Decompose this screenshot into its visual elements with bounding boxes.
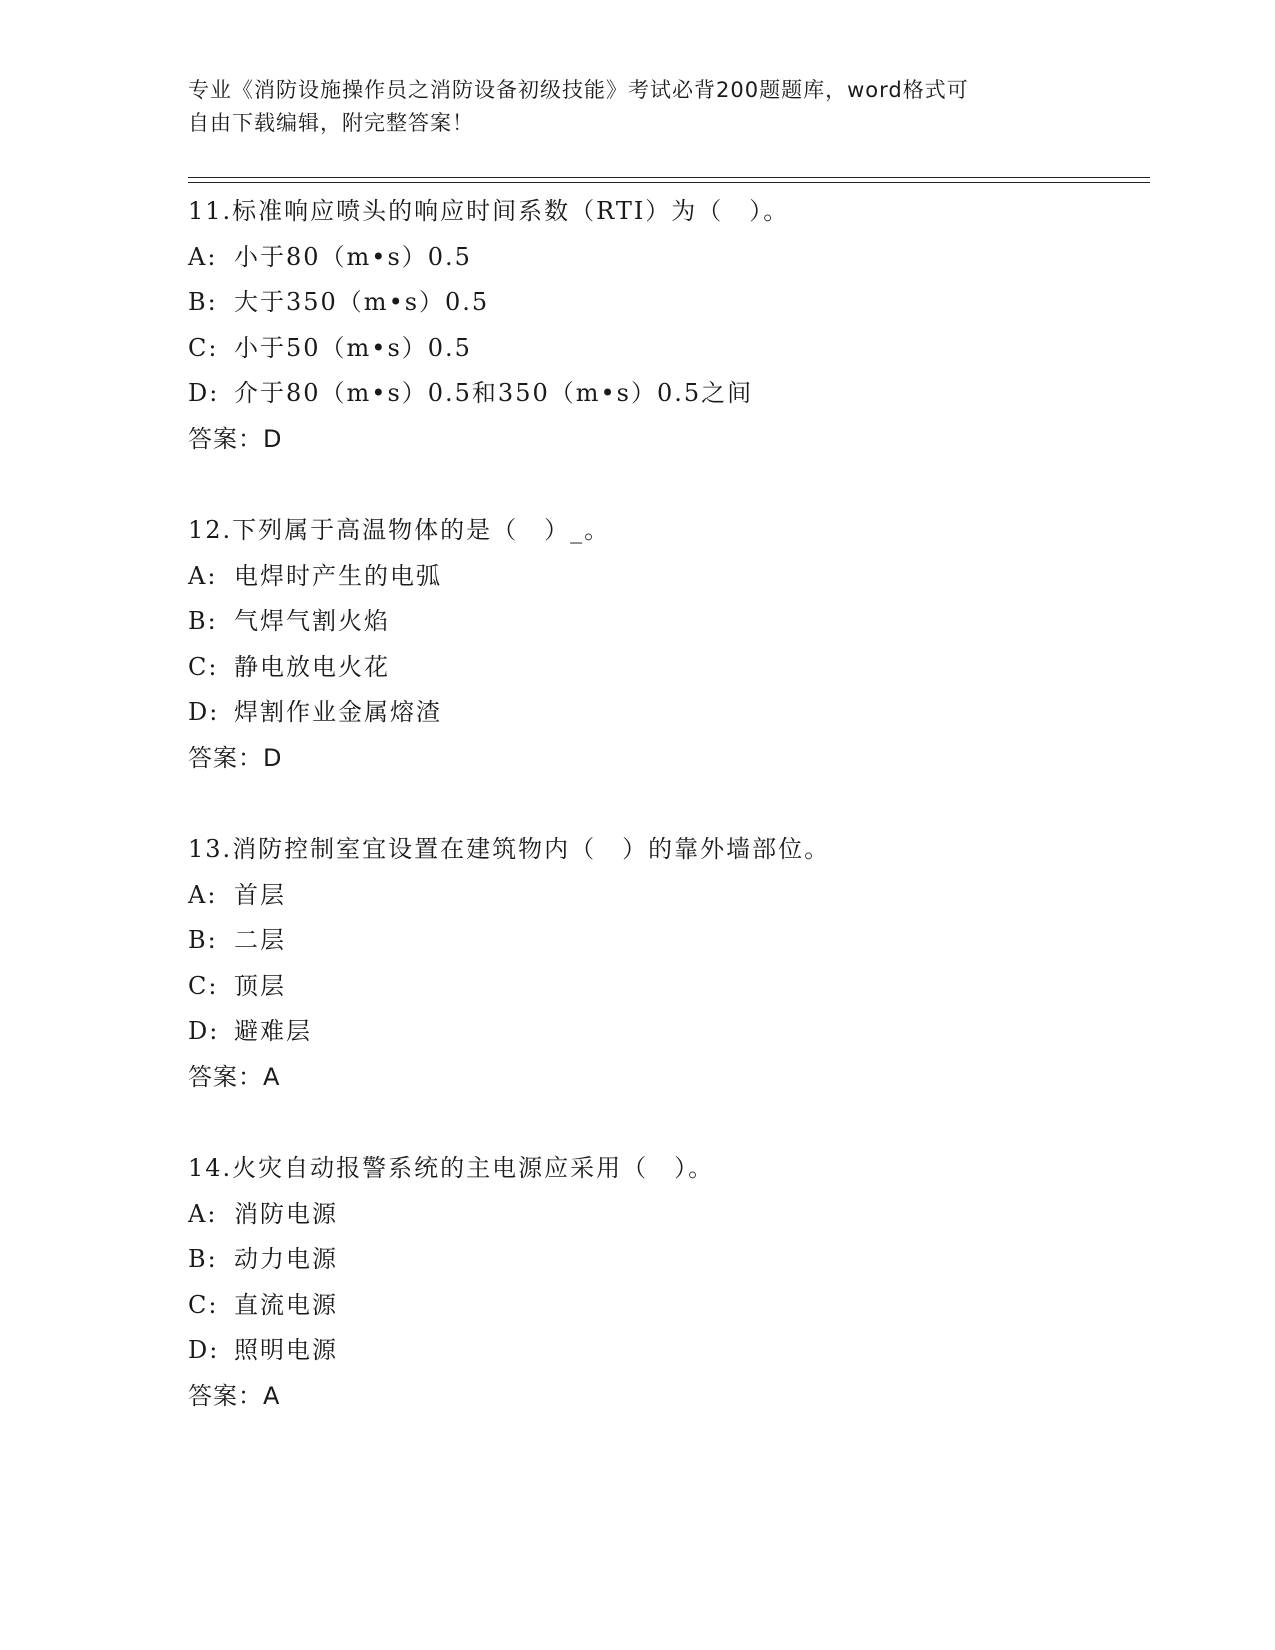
option-letter: B: bbox=[188, 607, 218, 636]
answer-line: 答案：A bbox=[188, 1381, 281, 1410]
option-c bbox=[188, 1283, 1128, 1329]
option-letter: B: bbox=[188, 1245, 218, 1274]
option-letter: D: bbox=[188, 1017, 220, 1046]
option-c bbox=[188, 964, 1128, 1010]
option-text: 照明电源 bbox=[234, 1336, 338, 1365]
option-b bbox=[188, 918, 1128, 964]
option-text: 介于80（m•s）0.5和350（m•s）0.5之间 bbox=[234, 379, 754, 408]
option-a bbox=[188, 235, 1128, 281]
header-line-1: 专业《消防设施操作员之消防设备初级技能》考试必背200题题库，word格式可 bbox=[188, 78, 969, 102]
option-letter: D: bbox=[188, 698, 220, 727]
option-letter: A: bbox=[188, 1199, 218, 1228]
question-stem: 13.消防控制室宜设置在建筑物内（ ）的靠外墙部位。 bbox=[188, 835, 831, 863]
option-text: 气焊气割火焰 bbox=[234, 607, 390, 636]
option-c bbox=[188, 326, 1128, 372]
option-d bbox=[188, 690, 1128, 736]
question-stem: 11.标准响应喷头的响应时间系数（RTI）为（ ）。 bbox=[188, 197, 790, 225]
answer-line: 答案：D bbox=[188, 743, 283, 772]
header-divider-bottom bbox=[188, 182, 1150, 183]
option-text: 消防电源 bbox=[234, 1199, 338, 1228]
option-b bbox=[188, 1237, 1128, 1283]
option-letter: C: bbox=[188, 1290, 219, 1319]
option-c bbox=[188, 645, 1128, 691]
question-block bbox=[188, 827, 1128, 1101]
option-letter: C: bbox=[188, 971, 219, 1000]
document-header bbox=[188, 74, 1088, 140]
option-text: 避难层 bbox=[234, 1017, 312, 1046]
option-letter: B: bbox=[188, 288, 218, 317]
option-letter: C: bbox=[188, 333, 219, 362]
option-d bbox=[188, 371, 1128, 417]
question-block bbox=[188, 189, 1128, 463]
option-letter: A: bbox=[188, 880, 218, 909]
option-text: 电焊时产生的电弧 bbox=[234, 561, 442, 590]
option-letter: D: bbox=[188, 1336, 220, 1365]
answer-line: 答案：D bbox=[188, 424, 283, 453]
question-block bbox=[188, 1146, 1128, 1420]
header-divider-top bbox=[188, 177, 1150, 178]
option-text: 动力电源 bbox=[234, 1245, 338, 1274]
header-line-2: 自由下载编辑，附完整答案！ bbox=[188, 111, 474, 135]
question-block bbox=[188, 508, 1128, 782]
answer-line: 答案：A bbox=[188, 1062, 281, 1091]
option-letter: D: bbox=[188, 379, 220, 408]
option-b bbox=[188, 280, 1128, 326]
option-text: 直流电源 bbox=[234, 1290, 338, 1319]
option-letter: A: bbox=[188, 561, 218, 590]
option-text: 小于80（m•s）0.5 bbox=[234, 242, 472, 271]
option-text: 二层 bbox=[234, 926, 286, 955]
option-letter: B: bbox=[188, 926, 218, 955]
question-stem: 12.下列属于高温物体的是（ ）_。 bbox=[188, 516, 611, 544]
option-a bbox=[188, 554, 1128, 600]
option-text: 焊割作业金属熔渣 bbox=[234, 698, 442, 727]
option-letter: C: bbox=[188, 652, 219, 681]
option-text: 首层 bbox=[234, 880, 286, 909]
option-text: 小于50（m•s）0.5 bbox=[234, 333, 472, 362]
option-a bbox=[188, 873, 1128, 919]
option-text: 大于350（m•s）0.5 bbox=[234, 288, 490, 317]
option-d bbox=[188, 1328, 1128, 1374]
option-d bbox=[188, 1009, 1128, 1055]
option-text: 静电放电火花 bbox=[234, 652, 390, 681]
option-text: 顶层 bbox=[234, 971, 286, 1000]
option-a bbox=[188, 1192, 1128, 1238]
option-b bbox=[188, 599, 1128, 645]
option-letter: A: bbox=[188, 242, 218, 271]
question-stem: 14.火灾自动报警系统的主电源应采用（ ）。 bbox=[188, 1154, 715, 1182]
